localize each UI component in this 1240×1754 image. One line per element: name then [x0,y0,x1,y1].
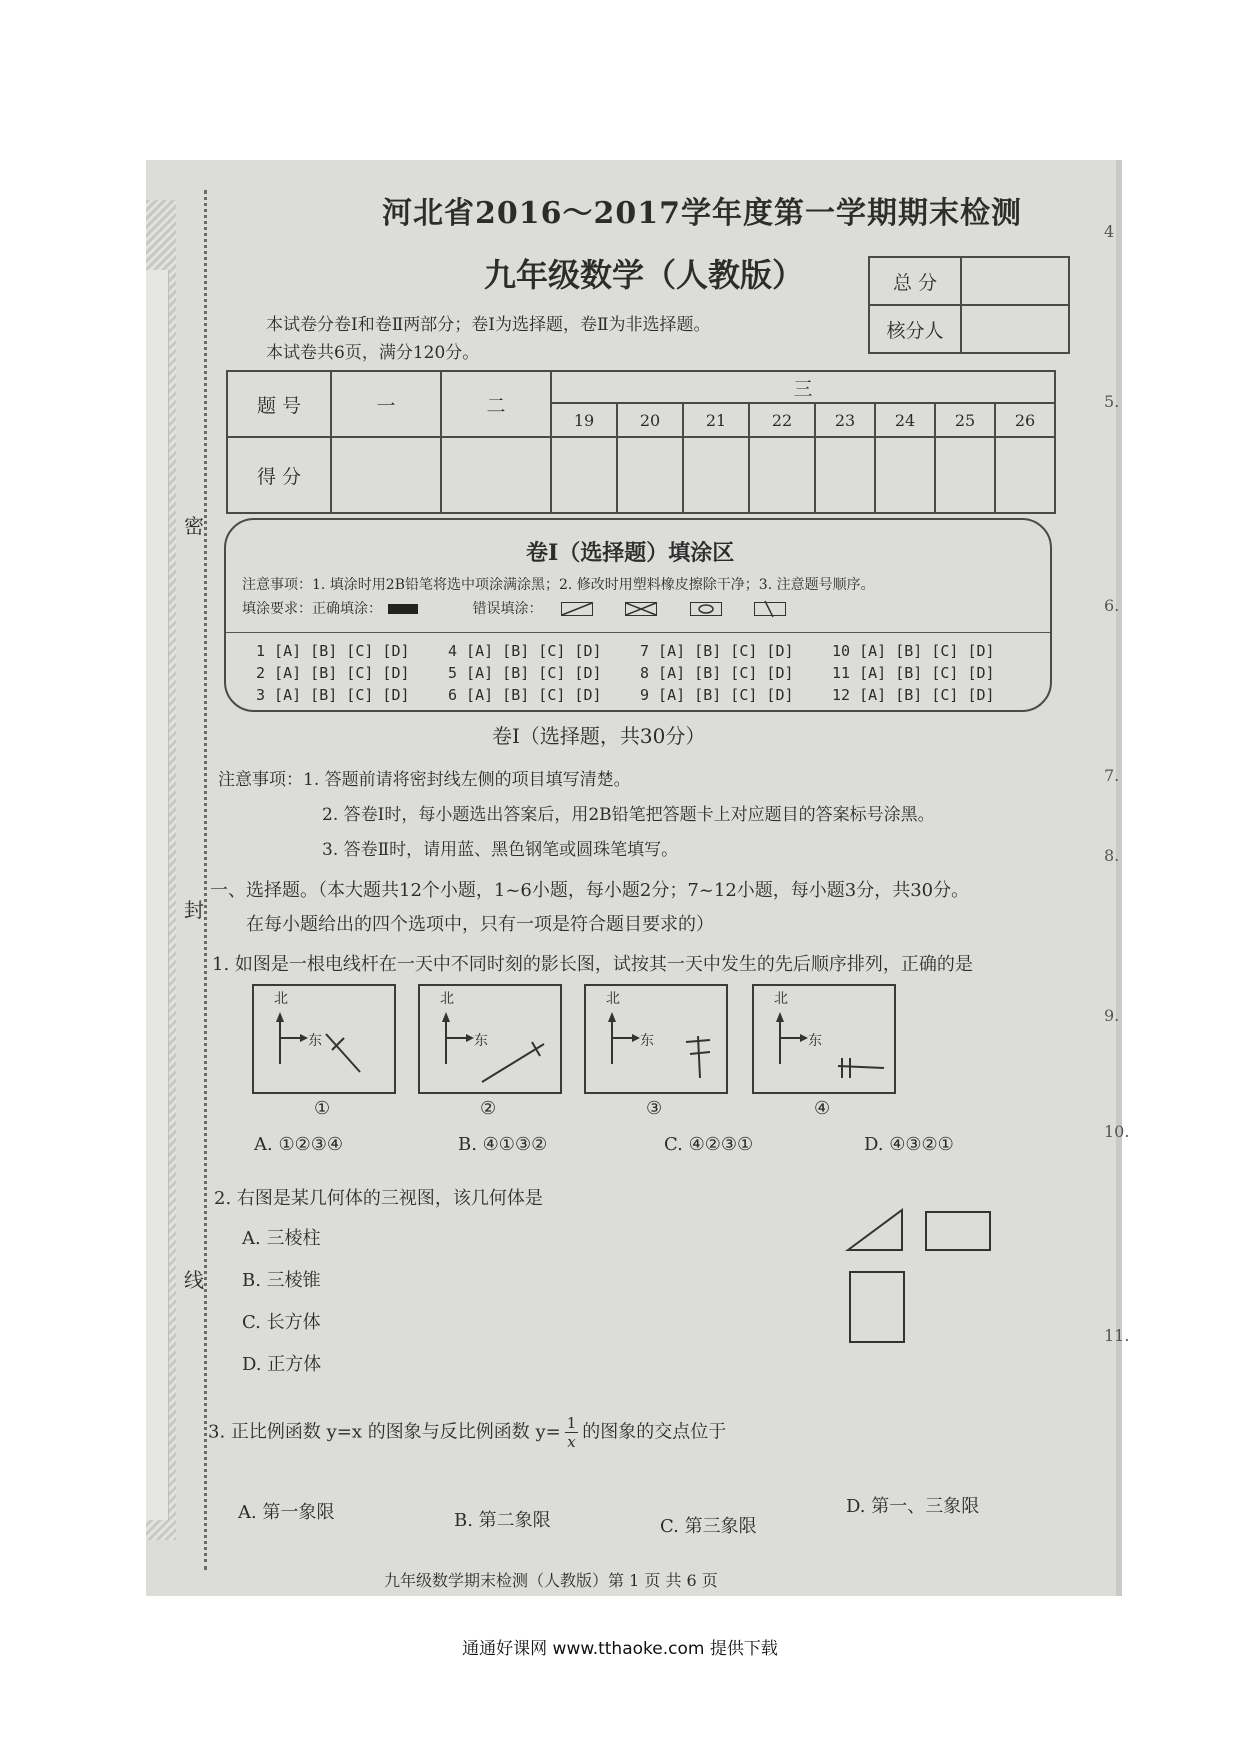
q2-option-c: C. 长方体 [242,1312,321,1333]
score-cell [815,437,875,513]
note-line-2: 2. 答卷Ⅰ时，每小题选出答案后，用2B铅笔把答题卡上对应题目的答案标号涂黑。 [322,805,935,825]
score-cell [935,437,995,513]
shadow-figure-1 [252,984,396,1094]
margin-number: 10. [1104,1122,1130,1141]
margin-number: 6. [1104,596,1120,615]
seal-char-mi: 密 [184,506,204,543]
question-number: 21 [683,403,749,437]
answer-bubble-row[interactable]: 6 [A] [B] [C] [D] [448,686,602,704]
correct-fill-mark [388,604,418,614]
answer-bubbles-col-4 [832,640,995,706]
part-three-header: 三 [551,371,1055,403]
total-score-label: 总 分 [869,257,961,305]
score-cell [683,437,749,513]
east-label: 东 [640,1033,654,1049]
fill-area-title: 卷Ⅰ（选择题）填涂区 [526,540,735,566]
question-number: 24 [875,403,935,437]
north-label: 北 [774,991,788,1007]
figure-label: ③ [646,1098,663,1119]
wrong-fill-cross-mark [625,602,657,616]
wrong-fill-slash-mark [561,602,593,616]
intro-line-1: 本试卷分卷Ⅰ和卷Ⅱ两部分；卷Ⅰ为选择题，卷Ⅱ为非选择题。 [266,315,711,335]
fraction [565,1414,579,1451]
answer-bubble-row[interactable]: 4 [A] [B] [C] [D] [448,642,602,660]
wrong-fill-partial-mark [690,602,722,616]
q2-option-a: A. 三棱柱 [242,1228,321,1249]
q1-option-c: C. ④②③① [664,1134,754,1155]
question-number: 22 [749,403,815,437]
margin-number: 11. [1104,1326,1130,1345]
q1-option-a: A. ①②③④ [254,1134,343,1155]
checker-cell [961,305,1069,353]
score-cell [617,437,683,513]
q3-stem-part-a: 3. 正比例函数 y=x 的图象与反比例函数 y= [208,1421,561,1443]
note-line-3: 3. 答卷Ⅱ时，请用蓝、黑色钢笔或圆珠笔填写。 [322,840,679,860]
intro-line-2: 本试卷共6页，满分120分。 [266,343,480,363]
total-score-cell [961,257,1069,305]
section-heading-2: 在每小题给出的四个选项中，只有一项是符合题目要求的） [246,914,714,935]
section-one-title: 卷Ⅰ（选择题，共30分） [492,724,706,748]
top-view-rectangle [850,1272,904,1342]
answer-bubble-row[interactable]: 5 [A] [B] [C] [D] [448,664,602,682]
question-number-label: 题 号 [227,371,331,437]
q1-option-b: B. ④①③② [458,1134,548,1155]
q3-stem-part-b: 的图象的交点位于 [582,1421,727,1443]
east-label: 东 [308,1033,322,1049]
figure-label: ② [480,1098,497,1119]
score-cell [331,437,441,513]
part-one-header: 一 [331,371,441,437]
fraction-numerator: 1 [566,1414,577,1432]
binding-edge [146,270,169,1520]
north-label: 北 [274,991,288,1007]
margin-number: 9. [1104,1006,1120,1025]
section-heading: 一、选择题。（本大题共12个小题，1~6小题，每小题2分；7~12小题，每小题3分，共30分。 [210,880,970,901]
seal-char-feng: 封 [184,890,204,927]
north-label: 北 [606,991,620,1007]
margin-number: 7. [1104,766,1120,785]
margin-number: 5. [1104,392,1120,411]
answer-bubble-row[interactable]: 1 [A] [B] [C] [D] [256,642,410,660]
three-view-drawing [846,1206,1016,1326]
answer-bubble-row[interactable]: 2 [A] [B] [C] [D] [256,664,410,682]
answer-bubbles-col-1 [256,640,410,706]
total-score-table [868,256,1070,354]
question-number: 26 [995,403,1055,437]
answer-bubble-row[interactable]: 3 [A] [B] [C] [D] [256,686,410,704]
score-cell [995,437,1055,513]
part-two-header: 二 [441,371,551,437]
answer-bubble-row[interactable]: 10 [A] [B] [C] [D] [832,642,995,660]
answer-fill-area [224,518,1052,712]
wrong-fill-label: 错误填涂： [472,601,543,617]
question-2-stem: 2. 右图是某几何体的三视图，该几何体是 [214,1188,543,1209]
shadow-figure-4 [752,984,896,1094]
answer-bubble-row[interactable]: 8 [A] [B] [C] [D] [640,664,794,682]
page-edge [1116,160,1122,1596]
page-footer: 九年级数学期末检测（人教版）第 1 页 共 6 页 [384,1571,718,1590]
answer-bubble-row[interactable]: 11 [A] [B] [C] [D] [832,664,995,682]
score-table [226,370,1056,514]
wrong-fill-tick-mark [754,602,786,616]
front-view-triangle [848,1210,902,1250]
question-number: 20 [617,403,683,437]
seal-dotted-line [204,190,207,1570]
east-label: 东 [808,1033,822,1049]
checker-label: 核分人 [869,305,961,353]
question-3-stem [208,1414,726,1451]
score-cell [551,437,617,513]
shadow-figure-3 [584,984,728,1094]
east-label: 东 [474,1033,488,1049]
exam-photo [146,160,1130,1596]
answer-bubbles-col-2 [448,640,602,706]
margin-number: 4 [1104,222,1115,241]
seal-char-xian: 线 [184,1260,204,1297]
fraction-denominator: x [567,1433,576,1451]
score-label: 得 分 [227,437,331,513]
q3-option-a: A. 第一象限 [238,1502,335,1523]
figure-label: ① [314,1098,331,1119]
exam-title: 河北省2016～2017学年度第一学期期末检测 [382,196,1022,231]
question-number: 23 [815,403,875,437]
question-number: 25 [935,403,995,437]
question-number: 19 [551,403,617,437]
answer-bubble-row[interactable]: 9 [A] [B] [C] [D] [640,686,794,704]
q3-option-d: D. 第一、三象限 [846,1496,980,1517]
exam-subtitle: 九年级数学（人教版） [484,256,805,294]
q3-option-c: C. 第三象限 [660,1516,757,1537]
question-1-stem: 1. 如图是一根电线杆在一天中不同时刻的影长图，试按其一天中发生的先后顺序排列，正确的是 [212,954,973,975]
fill-area-requirements [242,598,800,618]
q2-option-d: D. 正方体 [242,1354,322,1375]
score-cell [875,437,935,513]
fill-area-divider [226,632,1050,633]
answer-bubble-row[interactable]: 12 [A] [B] [C] [D] [832,686,995,704]
figure-label: ④ [814,1098,831,1119]
correct-fill-label: 填涂要求：正确填涂： [242,601,382,617]
side-view-rectangle [926,1212,990,1250]
q1-option-d: D. ④③②① [864,1134,954,1155]
score-cell [441,437,551,513]
shadow-figure-2 [418,984,562,1094]
q2-option-b: B. 三棱锥 [242,1270,321,1291]
answer-bubbles-col-3 [640,640,794,706]
margin-number: 8. [1104,846,1120,865]
answer-bubble-row[interactable]: 7 [A] [B] [C] [D] [640,642,794,660]
score-cell [749,437,815,513]
fill-area-notes: 注意事项：1. 填涂时用2B铅笔将选中项涂满涂黑；2. 修改时用塑料橡皮擦除干净；3. 注意题号顺序。 [242,577,875,593]
q3-option-b: B. 第二象限 [454,1510,551,1531]
north-label: 北 [440,991,454,1007]
note-line-1: 注意事项：1. 答题前请将密封线左侧的项目填写清楚。 [218,770,631,790]
download-source-caption: 通通好课网 www.tthaoke.com 提供下载 [462,1639,778,1659]
